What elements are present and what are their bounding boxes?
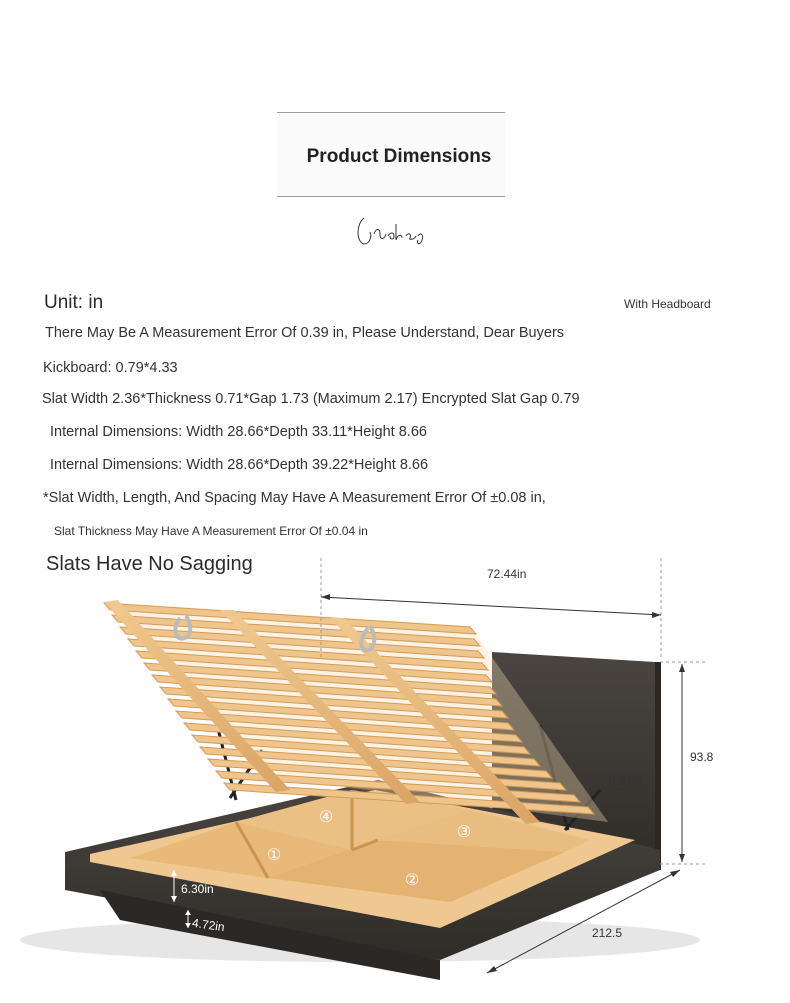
compartment-number-4: ④ — [318, 807, 334, 826]
compartment-number-1: ① — [266, 845, 282, 864]
length-label: 212.5 — [592, 926, 623, 940]
title-rule-top — [277, 112, 505, 113]
title-rule-bottom — [277, 196, 505, 197]
slat-error-note: *Slat Width, Length, And Spacing May Have A Measurement Error Of ±0.08 in, — [43, 490, 546, 506]
headboard-tag: With Headboard — [624, 297, 711, 311]
diagram-heading: Slats Have No Sagging — [46, 553, 253, 575]
compartment-number-3: ③ — [456, 822, 472, 841]
page-title: Product Dimensions — [306, 146, 492, 167]
height-label: 93.8 — [690, 750, 714, 764]
bed-diagram — [0, 540, 790, 1003]
internal-dimensions-1: Internal Dimensions: Width 28.66*Depth 33.11*Height 8.66 — [50, 424, 427, 440]
kickboard-spec: Kickboard: 0.79*4.33 — [43, 360, 178, 376]
script-subtitle — [352, 214, 432, 248]
compartment-number-2: ② — [404, 870, 420, 889]
slat-spec: Slat Width 2.36*Thickness 0.71*Gap 1.73 (Maximum 2.17) Encrypted Slat Gap 0.79 — [42, 391, 580, 407]
error-note: There May Be A Measurement Error Of 0.39 in, Please Understand, Dear Buyers — [45, 325, 565, 341]
width-label: 72.44in — [487, 567, 527, 581]
internal-dimensions-2: Internal Dimensions: Width 28.66*Depth 39.22*Height 8.66 — [50, 457, 429, 473]
side-height-label: 6.30in — [181, 882, 214, 896]
base-height-label: 4.72in — [191, 915, 226, 935]
headboard-height-label: 8.27in — [609, 774, 642, 788]
width-dimension-line — [321, 597, 661, 615]
slat-thickness-error: Slat Thickness May Have A Measurement Error Of ±0.04 in — [54, 524, 368, 538]
unit-label: Unit: in — [44, 292, 104, 313]
